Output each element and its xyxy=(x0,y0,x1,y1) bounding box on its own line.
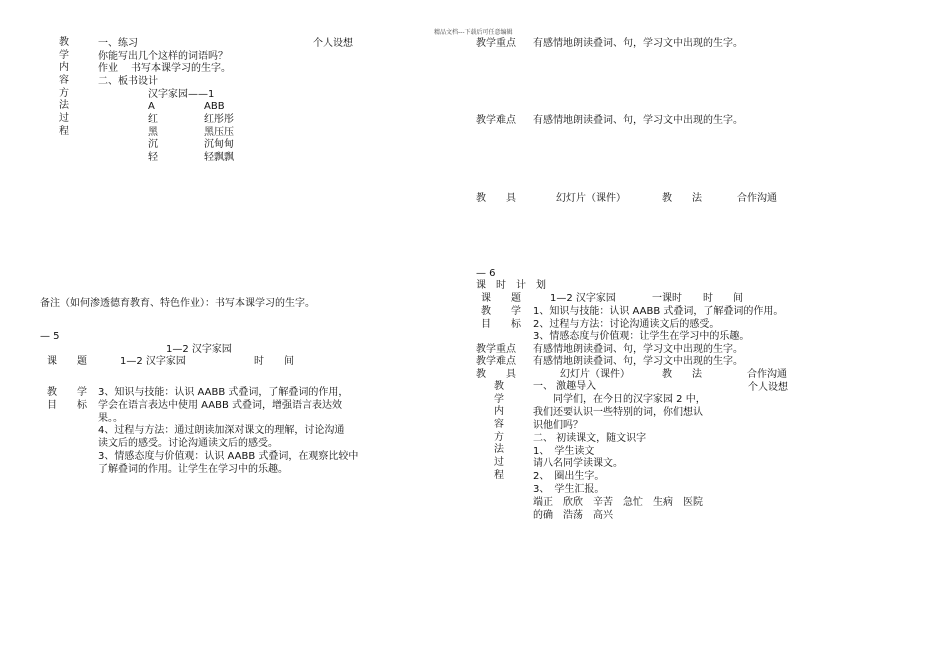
goal-line: 4、过程与方法：通过朗读加深对课文的理解，讨论沟通 xyxy=(98,425,345,437)
left-goals-block xyxy=(98,387,358,477)
personal-thoughts-label: 个人设想 xyxy=(748,382,788,393)
vert-label: 内 xyxy=(59,62,69,74)
content-line: 我们还要认识一些特别的词，你们想认 xyxy=(533,406,703,418)
tools-value: 幻灯片（课件） xyxy=(556,193,626,204)
key-point-label: 教学重点 xyxy=(476,38,516,49)
board-title: 汉字家园——1 xyxy=(148,89,215,100)
goal-line: 3、知识与技能：认识 AABB 式叠词，了解叠词的作用， xyxy=(98,387,349,398)
difficulty-label: 教学难点 xyxy=(476,115,516,126)
difficulty-label: 教学难点 xyxy=(476,356,516,367)
right-content-block xyxy=(533,381,706,523)
board-design-heading: 二、板书设计 xyxy=(98,76,158,87)
personal-thoughts-label: 个人设想 xyxy=(313,38,353,49)
goals-label: 教 学 xyxy=(481,306,521,317)
content-line: 2、 圈出生字。 xyxy=(533,471,605,483)
goals-label: 目 标 xyxy=(47,400,87,411)
pair-b: ABB xyxy=(204,101,225,112)
vert-label: 学 xyxy=(59,49,69,61)
key-point-label: 教学重点 xyxy=(476,344,516,355)
vert-label: 过 xyxy=(59,113,69,125)
right-vertical-labels xyxy=(494,381,504,483)
remark-text: 备注（如何渗透德育教育、特色作业）：书写本课学习的生字。 xyxy=(40,298,315,309)
vert-label: 程 xyxy=(494,469,504,481)
tools-value: 幻灯片（课件） xyxy=(560,369,630,380)
vert-label: 方 xyxy=(494,431,504,443)
content-line: 一、 激趣导入 xyxy=(533,381,597,392)
period-value: 一课时 xyxy=(652,293,682,304)
vert-label: 程 xyxy=(59,125,69,137)
plan-title: 课 时 计 划 xyxy=(476,280,546,291)
vert-label: 过 xyxy=(494,457,504,469)
pair-a: A xyxy=(148,101,155,112)
difficulty-value: 有感情地朗读叠词、句，学习文中出现的生字。 xyxy=(533,115,743,126)
goal-line: 3、情感态度与价值观：让学生在学习中的乐趣。 xyxy=(533,331,750,342)
lesson-title: 1—2 汉字家园 xyxy=(166,344,232,355)
content-line: 端正 欣欣 辛苦 急忙 生病 医院 xyxy=(533,497,703,509)
subject-value: 1—2 汉字家园 xyxy=(120,356,186,367)
content-line: 的确 浩荡 高兴 xyxy=(533,510,613,522)
goals-label: 目 标 xyxy=(481,319,521,330)
header-note: 精品文档---下载后可任意编辑 xyxy=(434,29,513,36)
pair-b: 黑压压 xyxy=(204,127,234,138)
method-label: 教 法 xyxy=(662,369,702,380)
pair-a: 轻 xyxy=(148,152,158,163)
goal-line: 读文后的感受。讨论沟通读文后的感受。 xyxy=(98,438,278,450)
homework-text: 书写本课学习的生字。 xyxy=(131,63,231,74)
vert-label: 法 xyxy=(59,100,69,112)
tools-label: 教 具 xyxy=(476,193,516,204)
content-line: 1、 学生读文 xyxy=(533,445,595,457)
goal-line: 学会在语言表达中使用 AABB 式叠词，增强语言表达效 xyxy=(98,399,343,411)
subject-value: 1—2 汉字家园 xyxy=(550,293,616,304)
content-line: 识他们吗？ xyxy=(533,419,583,431)
homework-label: 作业 xyxy=(98,63,118,74)
exercise-question: 你能写出几个这样的词语吗？ xyxy=(98,51,228,62)
pair-a: 沉 xyxy=(148,139,158,150)
vert-label: 内 xyxy=(494,406,504,418)
goal-line: 果。。 xyxy=(98,412,123,424)
goal-line: 2、过程与方法：讨论沟通读文后的感受。 xyxy=(533,319,720,330)
vert-label: 法 xyxy=(494,444,504,456)
pair-b: 红彤彤 xyxy=(204,114,234,125)
pair-a: 黑 xyxy=(148,127,158,138)
time-label: 时 间 xyxy=(254,356,294,367)
key-point-value: 有感情地朗读叠词、句，学习文中出现的生字。 xyxy=(533,38,743,49)
goals-label: 教 学 xyxy=(47,387,87,398)
goal-line: 1、知识与技能：认识 AABB 式叠词，了解叠词的作用。 xyxy=(533,306,784,317)
time-label: 时 间 xyxy=(703,293,743,304)
goal-line: 3、情感态度与价值观：认识 AABB 式叠词，在观察比较中 xyxy=(98,450,359,462)
page-number-right: — 6 xyxy=(476,268,496,279)
content-line: 二、 初读课文，随文识字 xyxy=(533,432,647,444)
content-line: 请八名同学读课文。 xyxy=(533,458,623,470)
method-value: 合作沟通 xyxy=(747,369,787,380)
vert-label: 教 xyxy=(494,381,504,392)
exercise-heading: 一、练习 xyxy=(98,38,138,49)
subject-label: 课 题 xyxy=(47,356,87,367)
difficulty-value: 有感情地朗读叠词、句，学习文中出现的生字。 xyxy=(533,356,743,367)
method-label: 教 法 xyxy=(662,193,702,204)
method-value: 合作沟通 xyxy=(737,193,777,204)
pair-b: 轻飘飘 xyxy=(204,152,234,163)
tools-label: 教 具 xyxy=(476,369,516,380)
content-line: 3、 学生汇报。 xyxy=(533,484,605,496)
vert-label: 教 xyxy=(59,37,69,48)
goal-line: 了解叠词的作用。让学生在学习中的乐趣。 xyxy=(98,463,288,475)
subject-label: 课 题 xyxy=(481,293,521,304)
vert-label: 容 xyxy=(494,419,504,431)
vert-label: 容 xyxy=(59,75,69,87)
pair-b: 沉甸甸 xyxy=(204,139,234,150)
page-number-left: — 5 xyxy=(40,331,60,342)
vert-label: 方 xyxy=(59,87,69,99)
content-line: 同学们，在今日的汉字家园 2 中， xyxy=(533,393,706,405)
left-vertical-labels xyxy=(59,37,69,139)
vert-label: 学 xyxy=(494,393,504,405)
key-point-value: 有感情地朗读叠词、句，学习文中出现的生字。 xyxy=(533,344,743,355)
pair-a: 红 xyxy=(148,114,158,125)
